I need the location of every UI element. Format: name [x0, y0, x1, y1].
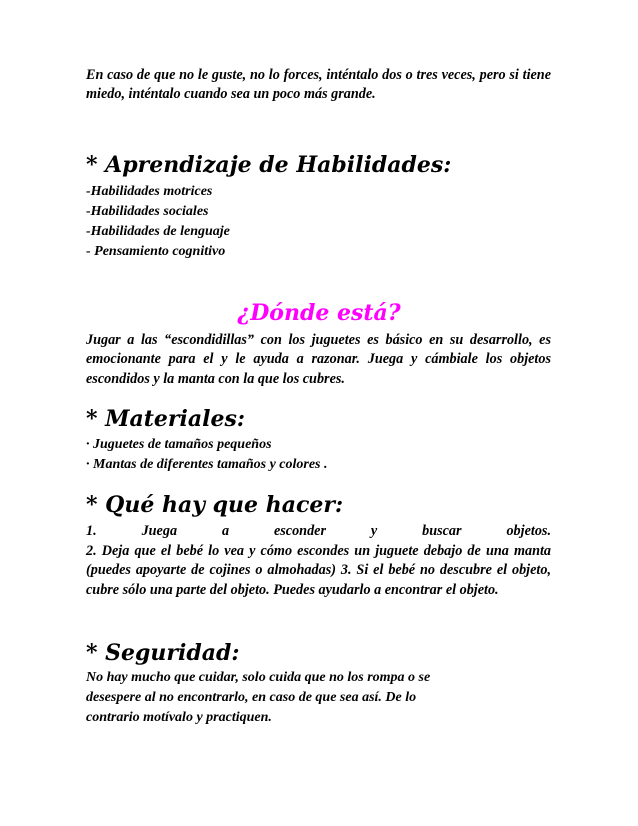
step-1: 1. Juega a esconder y buscar objetos. [86, 523, 551, 539]
heading-aprendizaje: * Aprendizaje de Habilidades: [86, 152, 452, 178]
donde-paragraph: Jugar a las “escondidillas” con los juguetes es básico en su desarrollo, es emocionante para el y le ayuda a razonar. Juega y cámbiale los objetos escondidos y la manta con la que los cubres. [86, 332, 551, 387]
title-donde-esta: ¿Dónde está? [237, 300, 401, 326]
heading-materiales: * Materiales: [86, 406, 245, 432]
list-item: - Pensamiento cognitivo [86, 244, 226, 259]
intro-paragraph: En caso de que no le guste, no lo forces, inténtalo dos o tres veces, pero si tiene miedo, inténtalo cuando sea un poco más grande. [86, 67, 551, 103]
seguridad-line: desespere al no encontrarlo, en caso de que sea así. De lo [86, 690, 417, 705]
list-item: · Juguetes de tamaños pequeños [86, 437, 272, 452]
steps-paragraph: 2. Deja que el bebé lo vea y cómo escondes un juguete debajo de una manta (puedes apoyarte de cojines o almohadas) 3. Si el bebé no descubre el objeto, cubre sólo una parte del objeto. Puedes ayudarlo a encontrar el objeto. [86, 543, 551, 598]
list-item: -Habilidades motrices [86, 184, 213, 199]
list-item: · Mantas de diferentes tamaños y colores . [86, 457, 328, 472]
seguridad-line: No hay mucho que cuidar, solo cuida que no los rompa o se [86, 670, 431, 685]
heading-que-hacer: * Qué hay que hacer: [86, 492, 344, 518]
heading-seguridad: * Seguridad: [86, 640, 240, 666]
list-item: -Habilidades de lenguaje [86, 224, 230, 239]
list-item: -Habilidades sociales [86, 204, 209, 219]
seguridad-line: contrario motívalo y practiquen. [86, 710, 272, 725]
